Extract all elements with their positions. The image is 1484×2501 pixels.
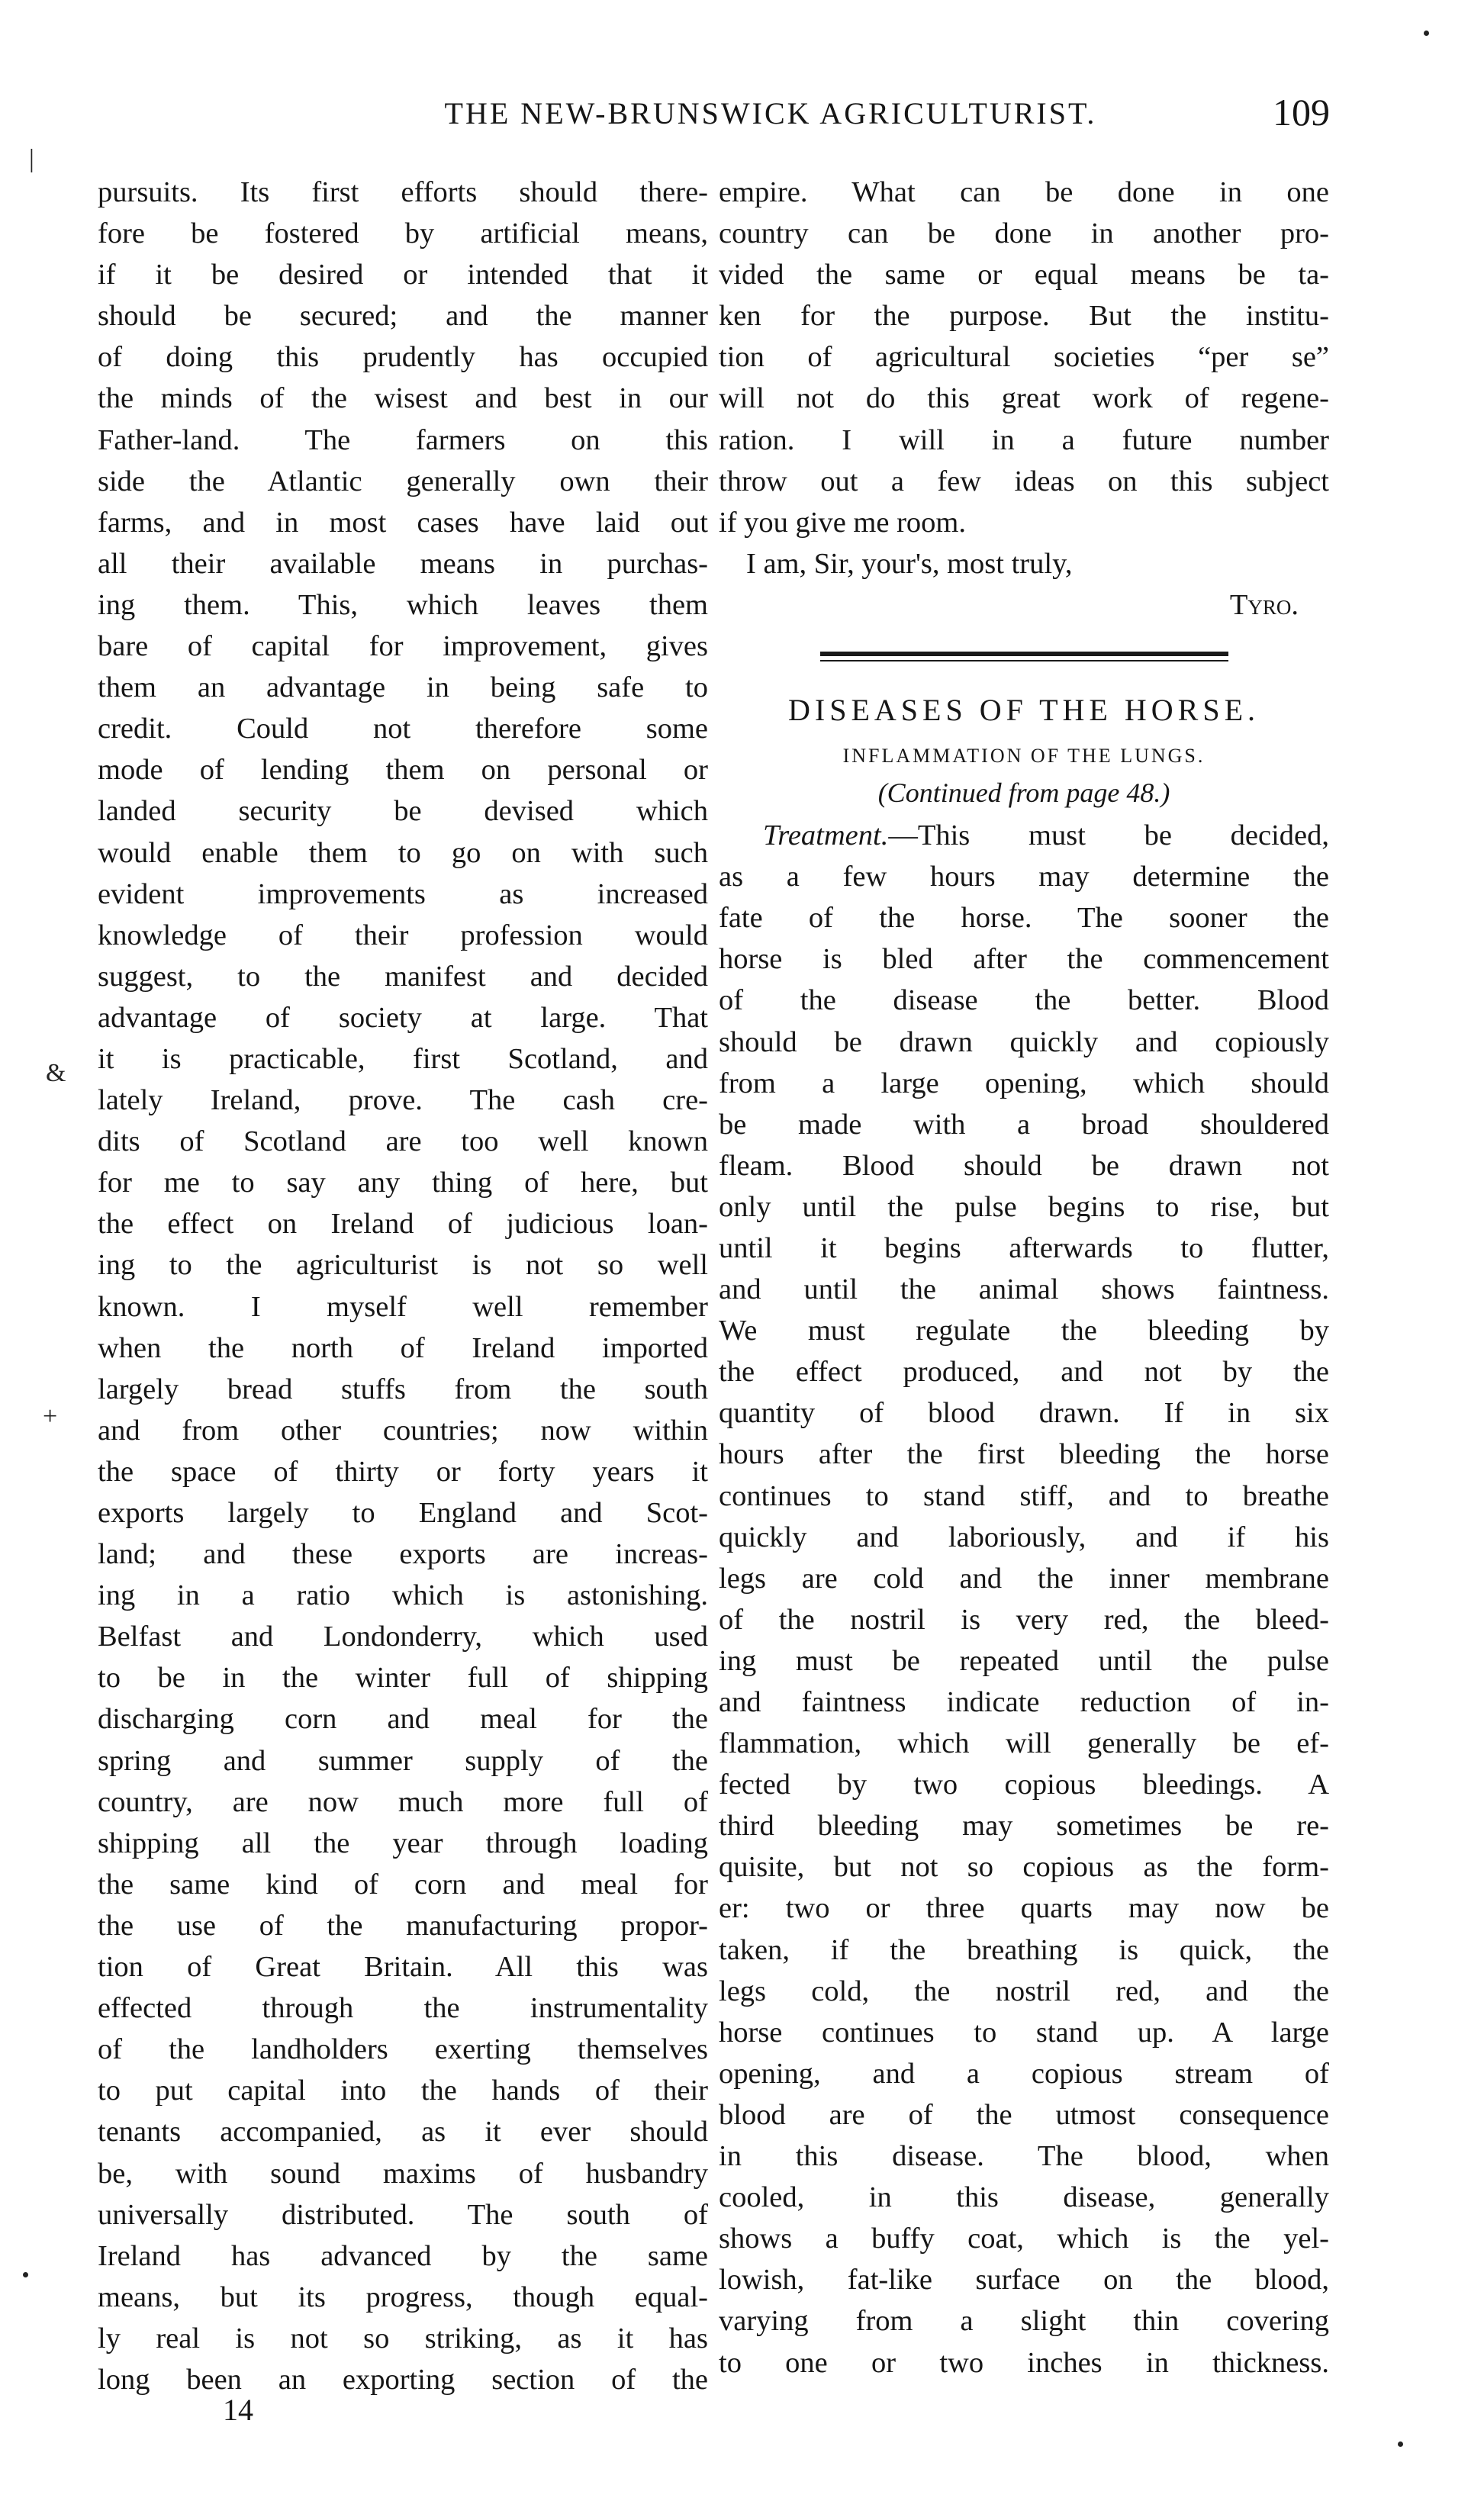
running-head: THE NEW-BRUNSWICK AGRICULTURIST. bbox=[444, 96, 1097, 130]
text-line: should be drawn quickly and copiously bbox=[719, 1025, 1329, 1058]
text-line: the minds of the wisest and best in our bbox=[98, 382, 708, 415]
text-line: should be secured; and the manner bbox=[98, 300, 708, 333]
section-title: DISEASES OF THE HORSE. bbox=[788, 693, 1260, 728]
treatment-first-line bbox=[719, 815, 1329, 856]
text-line: fate of the horse. The sooner the bbox=[719, 902, 1329, 935]
margin-dot bbox=[23, 2272, 28, 2277]
text-line: knowledge of their profession would bbox=[98, 919, 708, 951]
text-line: country can be done in another pro- bbox=[719, 217, 1329, 250]
text-line: Father-land. The farmers on this bbox=[98, 423, 708, 456]
text-line: ing to the agriculturist is not so well bbox=[98, 1249, 708, 1282]
text-line: ing must be repeated until the pulse bbox=[719, 1644, 1329, 1677]
text-line: long been an exporting section of the bbox=[98, 2363, 708, 2396]
text-line: country, are now much more full of bbox=[98, 1785, 708, 1818]
treatment-body bbox=[719, 856, 1329, 2383]
text-line: flammation, which will generally be ef- bbox=[719, 1727, 1329, 1760]
page-number: 109 bbox=[1273, 91, 1330, 134]
text-line: shows a buffy coat, which is the yel- bbox=[719, 2223, 1329, 2255]
text-line: suggest, to the manifest and decided bbox=[98, 960, 708, 993]
text-line: to one or two inches in thickness. bbox=[719, 2346, 1329, 2379]
text-line: would enable them to go on with such bbox=[98, 836, 708, 869]
letter-signature: Tyro. bbox=[1229, 588, 1299, 621]
text-line: We must regulate the bleeding by bbox=[719, 1315, 1329, 1347]
text-line: and faintness indicate reduction of in- bbox=[719, 1686, 1329, 1718]
text-line: er: two or three quarts may now be bbox=[719, 1892, 1329, 1925]
text-line: continues to stand stiff, and to breathe bbox=[719, 1479, 1329, 1512]
text-line: bare of capital for improvement, gives bbox=[98, 630, 708, 663]
text-line: it is practicable, first Scotland, and bbox=[98, 1042, 708, 1075]
margin-mark: & bbox=[46, 1059, 66, 1087]
text-line: evident improvements as increased bbox=[98, 877, 708, 910]
lead-word: Treatment. bbox=[763, 819, 889, 852]
text-line: vided the same or equal means be ta- bbox=[719, 259, 1329, 291]
text-line: lowish, fat-like surface on the blood, bbox=[719, 2264, 1329, 2297]
letter-signoff: I am, Sir, your's, most truly, bbox=[746, 547, 1073, 580]
text-line: quickly and laboriously, and if his bbox=[719, 1521, 1329, 1553]
text-line: of the disease the better. Blood bbox=[719, 984, 1329, 1017]
text-line: throw out a few ideas on this subject bbox=[719, 465, 1329, 497]
text-line: fore be fostered by artificial means, bbox=[98, 217, 708, 250]
text-line: lately Ireland, prove. The cash cre- bbox=[98, 1084, 708, 1117]
text-line: empire. What can be done in one bbox=[719, 176, 1329, 208]
text-line: the effect on Ireland of judicious loan- bbox=[98, 1208, 708, 1241]
right-column bbox=[719, 172, 1329, 2384]
text-line: universally distributed. The south of bbox=[98, 2198, 708, 2231]
text-line: dits of Scotland are too well known bbox=[98, 1125, 708, 1158]
text-line: advantage of society at large. That bbox=[98, 1001, 708, 1034]
text-line: if it be desired or intended that it bbox=[98, 259, 708, 291]
text-line: tion of agricultural societies “per se” bbox=[719, 341, 1329, 374]
text-line: hours after the first bleeding the horse bbox=[719, 1438, 1329, 1471]
margin-dot bbox=[1398, 2441, 1403, 2447]
text-line: exports largely to England and Scot- bbox=[98, 1497, 708, 1529]
printer-signature-mark: 14 bbox=[223, 2393, 253, 2427]
letter-conclusion bbox=[719, 172, 1329, 543]
text-line: and from other countries; now within bbox=[98, 1414, 708, 1447]
text-line: side the Atlantic generally own their bbox=[98, 465, 708, 497]
margin-mark: | bbox=[29, 145, 34, 173]
text-line: the effect produced, and not by the bbox=[719, 1356, 1329, 1389]
margin-mark: + bbox=[43, 1402, 58, 1431]
text-line: of doing this prudently has occupied bbox=[98, 341, 708, 374]
section-subtitle: INFLAMMATION OF THE LUNGS. bbox=[842, 745, 1206, 768]
text-line: quantity of blood drawn. If in six bbox=[719, 1397, 1329, 1430]
text-line: opening, and a copious stream of bbox=[719, 2057, 1329, 2090]
text-line: discharging corn and meal for the bbox=[98, 1703, 708, 1736]
text-line: landed security be devised which bbox=[98, 795, 708, 828]
text-line: varying from a slight thin covering bbox=[719, 2305, 1329, 2338]
text-line: the use of the manufacturing propor- bbox=[98, 1909, 708, 1942]
margin-dot bbox=[1424, 31, 1429, 36]
text-line: them an advantage in being safe to bbox=[98, 671, 708, 704]
text-line: effected through the instrumentality bbox=[98, 1992, 708, 2025]
text-line: to be in the winter full of shipping bbox=[98, 1662, 708, 1695]
continued-note: (Continued from page 48.) bbox=[877, 777, 1170, 809]
text-line: and until the animal shows faintness. bbox=[719, 1273, 1329, 1306]
text-line: be made with a broad shouldered bbox=[719, 1108, 1329, 1141]
text-line: ing in a ratio which is astonishing. bbox=[98, 1579, 708, 1612]
text-line: ly real is not so striking, as it has bbox=[98, 2322, 708, 2355]
text-line: land; and these exports are increas- bbox=[98, 1538, 708, 1571]
text-line: fleam. Blood should be drawn not bbox=[719, 1149, 1329, 1182]
text-line: taken, if the breathing is quick, the bbox=[719, 1933, 1329, 1966]
text-line: only until the pulse begins to rise, but bbox=[719, 1190, 1329, 1223]
text-line: legs are cold and the inner membrane bbox=[719, 1562, 1329, 1595]
text-line: horse continues to stand up. A large bbox=[719, 2016, 1329, 2049]
text-line: tion of Great Britain. All this was bbox=[98, 1951, 708, 1984]
text-line: for me to say any thing of here, but bbox=[98, 1167, 708, 1199]
text-line: from a large opening, which should bbox=[719, 1067, 1329, 1099]
text-line: the space of thirty or forty years it bbox=[98, 1455, 708, 1488]
text-line: pursuits. Its first efforts should there- bbox=[98, 176, 708, 208]
text-line: blood are of the utmost consequence bbox=[719, 2098, 1329, 2131]
text-line: shipping all the year through loading bbox=[98, 1827, 708, 1859]
text-line: mode of lending them on personal or bbox=[98, 754, 708, 787]
text-line: tenants accompanied, as it ever should bbox=[98, 2116, 708, 2149]
text-line: largely bread stuffs from the south bbox=[98, 1373, 708, 1405]
text-line: third bleeding may sometimes be re- bbox=[719, 1810, 1329, 1843]
text-line: credit. Could not therefore some bbox=[98, 713, 708, 745]
text-line: legs cold, the nostril red, and the bbox=[719, 1975, 1329, 2007]
text-line: spring and summer supply of the bbox=[98, 1744, 708, 1777]
text-line: ken for the purpose. But the institu- bbox=[719, 300, 1329, 333]
text-line: farms, and in most cases have laid out bbox=[98, 506, 708, 539]
text-line: Ireland has advanced by the same bbox=[98, 2239, 708, 2272]
text-line: until it begins afterwards to flutter, bbox=[719, 1231, 1329, 1264]
text-line: all their available means in purchas- bbox=[98, 547, 708, 580]
text-line: cooled, in this disease, generally bbox=[719, 2181, 1329, 2214]
text-line: known. I myself well remember bbox=[98, 1290, 708, 1323]
text-line: of the landholders exerting themselves bbox=[98, 2033, 708, 2066]
text-line: quisite, but not so copious as the form- bbox=[719, 1851, 1329, 1884]
text-line: as a few hours may determine the bbox=[719, 861, 1329, 893]
left-column bbox=[98, 172, 708, 2400]
text-line: ration. I will in a future number bbox=[719, 423, 1329, 456]
section-divider-rule bbox=[820, 652, 1228, 667]
text-line: means, but its progress, though equal- bbox=[98, 2281, 708, 2313]
text-line: of the nostril is very red, the bleed- bbox=[719, 1603, 1329, 1636]
text-line: when the north of Ireland imported bbox=[98, 1331, 708, 1364]
text-line: in this disease. The blood, when bbox=[719, 2140, 1329, 2173]
text-line: be, with sound maxims of husbandry bbox=[98, 2157, 708, 2190]
text-line: the same kind of corn and meal for bbox=[98, 1868, 708, 1901]
text-line: ing them. This, which leaves them bbox=[98, 588, 708, 621]
text-line: horse is bled after the commencement bbox=[719, 943, 1329, 976]
text-line: to put capital into the hands of their bbox=[98, 2075, 708, 2107]
text-line: Belfast and Londonderry, which used bbox=[98, 1621, 708, 1653]
text-line: will not do this great work of regene- bbox=[719, 382, 1329, 415]
first-line-rest: —This must be decided, bbox=[888, 819, 1329, 852]
text-line: fected by two copious bleedings. A bbox=[719, 1769, 1329, 1801]
text-line: if you give me room. bbox=[719, 506, 966, 539]
